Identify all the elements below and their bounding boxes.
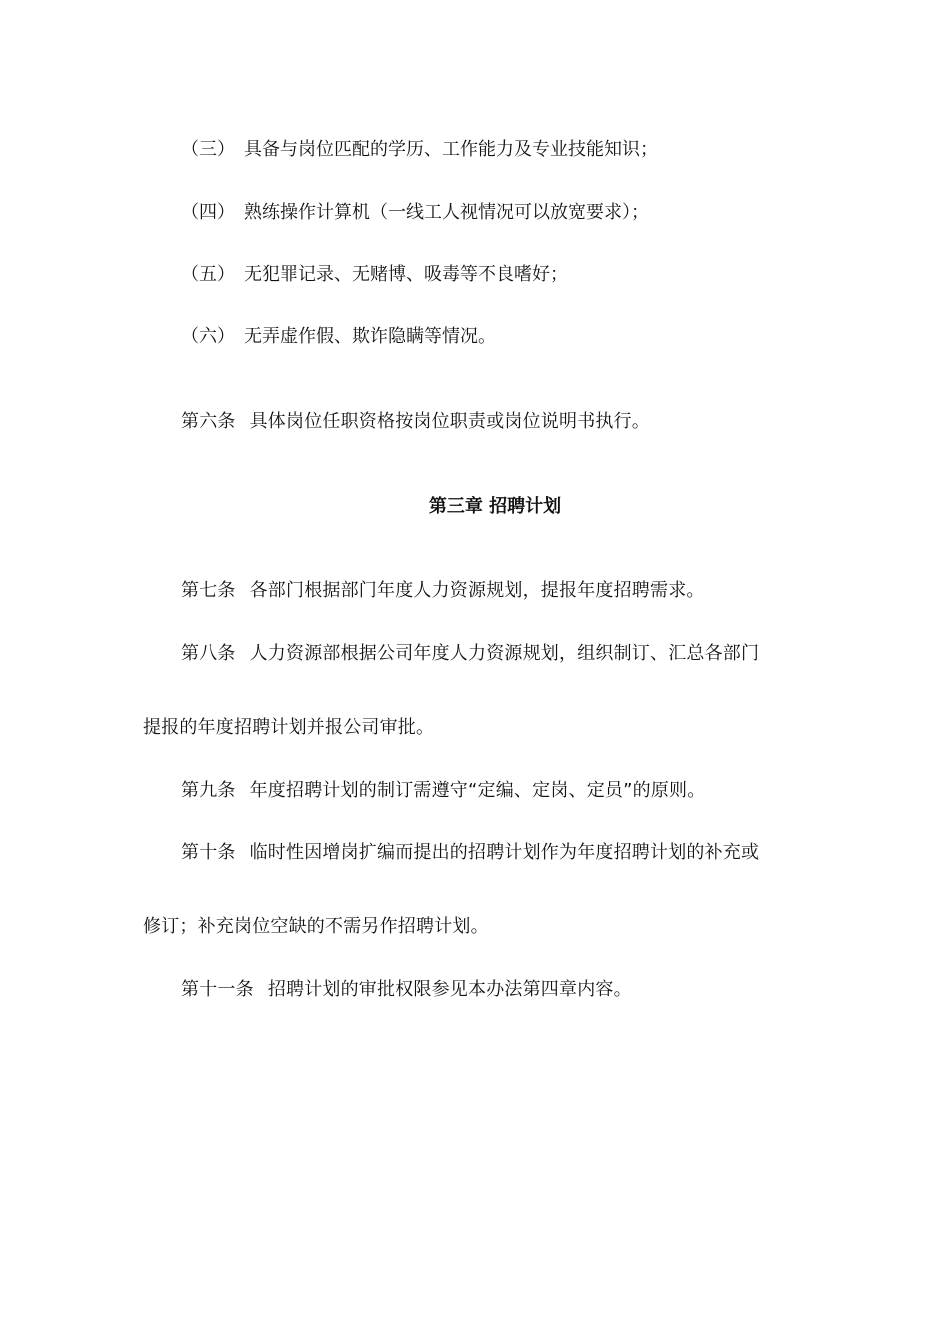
article-11 bbox=[181, 978, 632, 1002]
article-text: 各部门根据部门年度人力资源规划，提报年度招聘需求。 bbox=[249, 580, 705, 601]
article-6 bbox=[181, 410, 650, 434]
article-text: 具体岗位任职资格按岗位职责或岗位说明书执行。 bbox=[249, 411, 651, 432]
item-number: （三） bbox=[181, 139, 235, 160]
item-text: 无弄虚作假、欺诈隐瞒等情况。 bbox=[244, 326, 496, 347]
article-9 bbox=[181, 779, 705, 803]
item-text: 具备与岗位匹配的学历、工作能力及专业技能知识； bbox=[244, 139, 658, 160]
article-text: 人力资源部根据公司年度人力资源规划，组织制订、汇总各部门 bbox=[249, 643, 760, 664]
article-text: 招聘计划的审批权限参见本办法第四章内容。 bbox=[267, 979, 632, 1000]
item-text: 无犯罪记录、无赌博、吸毒等不良嗜好； bbox=[244, 264, 568, 285]
article-number: 第八条 bbox=[181, 643, 236, 664]
item-text: 熟练操作计算机（一线工人视情况可以放宽要求）； bbox=[244, 202, 649, 223]
item-number: （五） bbox=[181, 264, 235, 285]
article-7 bbox=[181, 579, 705, 603]
item-number: （四） bbox=[181, 202, 235, 223]
article-number: 第七条 bbox=[181, 580, 236, 601]
article-8-continuation: 提报的年度招聘计划并报公司审批。 bbox=[143, 717, 435, 738]
item-number: （六） bbox=[181, 326, 235, 347]
article-number: 第十一条 bbox=[181, 979, 254, 1000]
article-10 bbox=[181, 841, 759, 865]
article-8 bbox=[181, 642, 759, 666]
article-10-continuation: 修订；补充岗位空缺的不需另作招聘计划。 bbox=[143, 916, 489, 937]
article-text: 临时性因增岗扩编而提出的招聘计划作为年度招聘计划的补充或 bbox=[249, 842, 760, 863]
article-text: 年度招聘计划的制订需遵守“定编、定岗、定员”的原则。 bbox=[249, 780, 706, 801]
chapter-heading: 第三章 招聘计划 bbox=[428, 496, 562, 517]
article-number: 第六条 bbox=[181, 411, 236, 432]
article-number: 第十条 bbox=[181, 842, 236, 863]
article-number: 第九条 bbox=[181, 780, 236, 801]
